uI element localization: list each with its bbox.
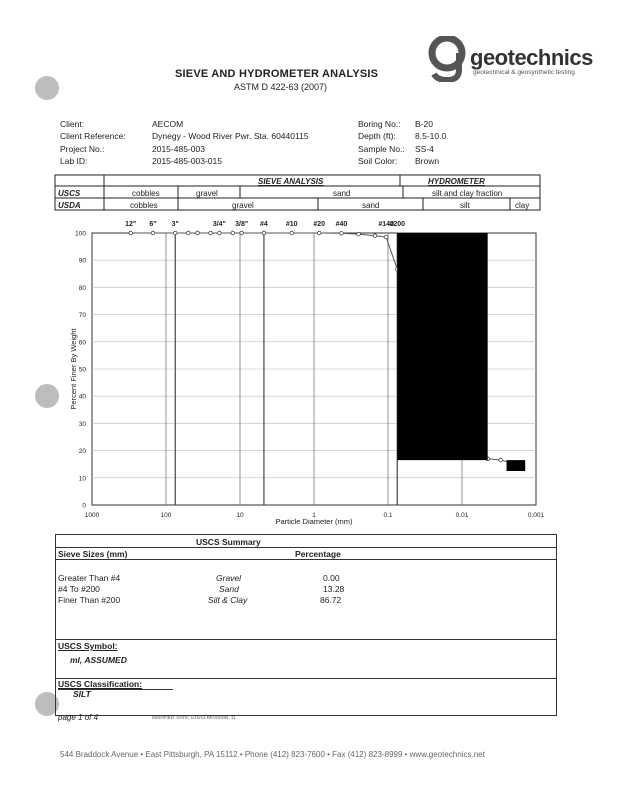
sieve-label: #4 <box>260 221 268 228</box>
usda-gravel: gravel <box>232 201 254 210</box>
summary-col-percentage: Percentage <box>295 549 341 559</box>
uscs-classification-label: USCS Classification: <box>58 679 143 689</box>
summary-row-size: Finer Than #200 <box>58 595 121 605</box>
summary-row-pct: 0.00 <box>323 573 340 583</box>
report-standard: ASTM D 422-63 (2007) <box>234 82 328 92</box>
summary-row-type: Silt & Clay <box>208 595 248 605</box>
summary-col-sieve: Sieve Sizes (mm) <box>58 549 128 559</box>
data-point <box>317 231 321 235</box>
project-no-label: Project No.: <box>60 143 105 154</box>
depth-value: 8.5-10.0 <box>415 131 447 142</box>
page-number: page 1 of 4 <box>58 713 99 722</box>
data-point <box>196 231 200 235</box>
sieve-label: #200 <box>389 221 406 228</box>
x-tick-label: 0.01 <box>455 512 469 519</box>
uscs-gravel: gravel <box>196 189 218 198</box>
data-point <box>290 231 294 235</box>
depth-label: Depth (ft): <box>358 131 396 142</box>
client-value: AECOM <box>152 119 184 129</box>
data-point <box>373 234 377 238</box>
sieve-label: 3" <box>171 221 179 228</box>
uscs-silt-clay: silt and clay fraction <box>432 189 503 198</box>
x-tick-label: 0.1 <box>383 512 393 519</box>
summary-row-type: Sand <box>219 584 239 594</box>
data-point <box>262 231 266 235</box>
summary-row-type: Gravel <box>216 573 242 583</box>
summary-row-size: Greater Than #4 <box>58 573 121 583</box>
data-point <box>151 231 155 235</box>
client-reference-label: Client Reference: <box>60 131 126 142</box>
sieve-label: 12" <box>125 221 137 228</box>
report-title: SIEVE AND HYDROMETER ANALYSIS <box>175 68 379 80</box>
usda-silt: silt <box>460 201 470 210</box>
uscs-sand: sand <box>333 189 351 198</box>
data-point <box>499 458 503 462</box>
data-point <box>129 231 133 235</box>
summary-row-size: #4 To #200 <box>58 584 100 594</box>
summary-row-pct: 13.28 <box>323 584 345 594</box>
soil-color-value: Brown <box>415 156 440 167</box>
data-point <box>231 231 235 235</box>
data-point <box>240 231 244 235</box>
y-tick-label: 40 <box>78 393 86 401</box>
uscs-cobbles: cobbles <box>132 189 160 198</box>
usda-cobbles: cobbles <box>130 201 158 210</box>
data-point <box>357 232 361 236</box>
boring-no-label: Boring No.: <box>358 119 401 129</box>
y-tick-label: 100 <box>75 230 86 238</box>
usda-clay: clay <box>515 201 530 210</box>
logo-wordmark: geotechnics <box>470 45 593 70</box>
sieve-label: 3/4" <box>212 221 226 228</box>
y-tick-label: 30 <box>78 420 86 428</box>
client-reference-value: Dynegy - Wood River Pwr. Sta. 60440115 <box>152 131 309 142</box>
redaction-block <box>507 460 526 471</box>
y-tick-label: 20 <box>78 448 86 456</box>
footer-address: 544 Braddock Avenue • East Pittsburgh, PA 15112 • Phone (412) 823-7600 • Fax (412) 823-8999 • www.geotechnics.net <box>60 750 485 759</box>
redaction-blocks <box>397 233 525 471</box>
soil-color-label: Soil Color: <box>358 156 398 167</box>
x-tick-label: 1 <box>312 512 316 519</box>
sieve-labels <box>125 221 405 228</box>
x-tick-label: 0.001 <box>527 512 545 519</box>
sieve-label: 3/8" <box>235 221 249 228</box>
y-axis-label: Percent Finer By Weight <box>69 328 78 410</box>
sieve-label: 6" <box>149 221 157 228</box>
x-tick-label: 10 <box>236 512 244 519</box>
data-point <box>186 231 190 235</box>
usda-sand: sand <box>362 201 380 210</box>
redaction-block <box>397 233 487 460</box>
y-tick-label: 70 <box>78 312 86 320</box>
hydrometer-header: HYDROMETER <box>428 177 485 186</box>
sample-no-label: Sample No.: <box>358 143 405 154</box>
sieve-label: #10 <box>285 221 298 228</box>
y-tick-label: 0 <box>82 502 86 510</box>
data-point <box>340 231 344 235</box>
sieve-label: #40 <box>335 221 348 228</box>
sieve-label: #20 <box>313 221 326 228</box>
sample-no-value: SS-4 <box>415 143 434 154</box>
project-no-value: 2015-485-003 <box>152 143 205 154</box>
y-tick-label: 50 <box>78 366 86 374</box>
uscs-symbol-label: USCS Symbol: <box>58 641 118 651</box>
data-point <box>218 231 222 235</box>
uscs-row-label: USCS <box>58 189 81 198</box>
uscs-symbol-value: ml, ASSUMED <box>70 655 127 665</box>
lab-id-value: 2015-485-003-015 <box>152 156 222 167</box>
lab-id-label: Lab ID: <box>60 156 88 167</box>
sieve-label: #140 <box>378 221 394 228</box>
client-label: Client: <box>60 119 85 129</box>
y-tick-label: 90 <box>78 257 86 265</box>
summary-title: USCS Summary <box>196 537 261 547</box>
y-tick-label: 10 <box>78 475 86 483</box>
revision-info: MODIFIED: DATE: 1/10/12 REVISION: 11 <box>152 715 236 720</box>
sieve-analysis-header: SIEVE ANALYSIS <box>258 177 324 186</box>
data-point <box>209 231 213 235</box>
data-point <box>384 235 388 239</box>
logo-tagline: geotechnical & geosynthetic testing <box>473 69 575 76</box>
x-tick-label: 1000 <box>84 512 100 519</box>
y-tick-label: 60 <box>78 339 86 347</box>
y-tick-label: 80 <box>78 284 86 292</box>
boring-no-value: B-20 <box>415 119 433 129</box>
x-axis-label: Particle Diameter (mm) <box>275 517 353 526</box>
summary-row-pct: 86.72 <box>320 595 342 605</box>
usda-row-label: USDA <box>58 201 81 210</box>
uscs-classification-value: SILT <box>73 689 91 699</box>
data-point <box>173 231 177 235</box>
x-tick-label: 100 <box>160 512 172 519</box>
